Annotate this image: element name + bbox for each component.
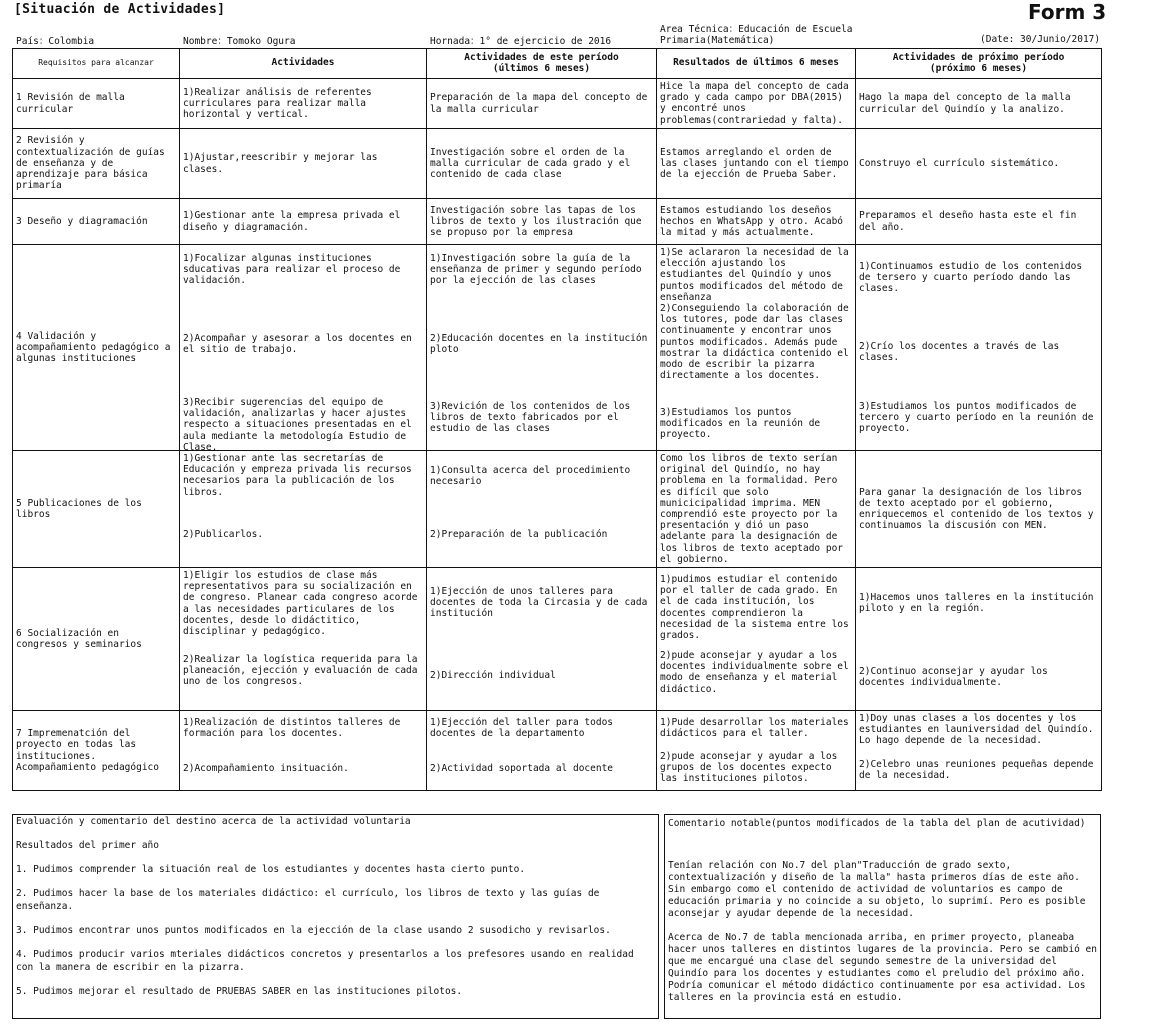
proximo-cell: Preparamos el deseño hasta este el fin del año. [856,199,1102,245]
form-number-label: Form 3 [1028,0,1107,24]
actividad-item: 2)Realizar la logística requerida para la planeación, ejección y evaluación de cada uno de los congresos. [183,654,418,688]
header-actividades: Actividades [180,49,427,79]
proximo-item: 2)Celebro unas reuniones pequeñas depende de la necesidad. [859,759,1094,782]
header-actividades-periodo: Actividades de este período (últimos 6 meses) [427,49,657,79]
proximo-item: 1)Continuamos estudio de los contenidos de tersero y cuarto período dando las clases. [859,261,1083,295]
proximo-cell: Construyo el currículo sistemático. [856,129,1102,199]
proximo-item: 1)Doy unas clases a los docentes y los estudiantes en launiversidad del Quindío. Lo hago depende de la necesidad. [859,713,1094,747]
comment-paragraph: Tenían relación con No.7 del plan"Traducción de grado sexto, contextualización y diseño de la malla" hasta primeros días de este año. Sin embargo como el contenido de actividad de voluntarios es campo de educación primaria y no coincide a su objeto, lo suprimí. Pero es posible aconsejar y ayudar depende de la necesidad. [668,860,1086,919]
date-field: (Date: 30/Junio/2017) [980,34,1101,45]
actividad-item: 1)Realización de distintos talleres de formación para los docentes. [183,717,401,740]
technical-area-line-2: Primaria(Matemática) [660,35,775,46]
document-title: [Situación de Actividades] [14,2,226,17]
table-row [13,711,1102,791]
technical-area-field [660,24,853,46]
table-header-row [13,49,1102,79]
notable-comment-box [664,814,1101,1019]
requisito-cell: 6 Socialización en congresos y seminarios [13,568,180,711]
table-row [13,245,1102,451]
actividades-cell: 1)Gestionar ante la empresa privada el diseño y diagramación. [180,199,427,245]
resultados-cell [657,245,856,451]
actividades-cell [180,245,427,451]
actividad-item: 1)Gestionar ante las secretarías de Educación y empreza privada lis recursos necesarios para la publicación de los libros. [183,453,412,498]
requisito-cell: 2 Revisión y contextualización de guías de enseñanza y de aprendizaje para básica primaría [13,129,180,199]
comment-heading: Comentario notable(puntos modificados de la tabla del plan de acutividad) [668,818,1086,829]
proximo-item: 2)Crío los docentes a través de las clases. [859,341,1060,364]
evaluation-item: 1. Pudimos comprender la situación real de los estudiantes y docentes hasta cierto punto. [16,864,526,875]
periodo-cell [427,451,657,568]
header-resultados: Resultados de últimos 6 meses [657,49,856,79]
evaluation-subheading: Resultados del primer año [16,840,159,851]
table-row [13,451,1102,568]
country-field: País：Colombia [16,36,95,47]
periodo-cell [427,711,657,791]
evaluation-item: 4. Pudimos producir varios mteriales didácticos concretos y presentarlos a los prefesores usando en realidad con la manera de escribir en la pizarra. [16,949,634,973]
technical-area-line-1: Area Técnica：Educación de Escuela [660,24,853,35]
periodo-cell: Investigación sobre el orden de la malla curricular de cada grado y el contenido de cada clase [427,129,657,199]
requisito-cell: 7 Impremenatción del proyecto en todas las instituciones. Acompañamiento pedagógico [13,711,180,791]
periodo-item: 1)Ejección de unos talleres para docentes de toda la Circasia y de cada institución [430,586,648,620]
evaluation-heading: Evaluación y comentario del destino acerca de la actividad voluntaria [16,816,411,827]
actividad-item: 2)Publicarlos. [183,529,264,540]
name-field: Nombre：Tomoko Ogura [183,36,296,47]
periodo-item: 2)Dirección individual [430,670,556,682]
requisito-cell: 1 Revisión de malla curricular [13,79,180,129]
periodo-item: 1)Investigación sobre la guía de la enseñanza de primer y segundo período por la ejección de las clases [430,253,642,287]
table-row [13,79,1102,129]
evaluation-item: 3. Pudimos encontrar unos puntos modificados en la ejección de la clase usando 2 susodicho y revisarlos. [16,925,611,936]
table-row [13,129,1102,199]
hornada-field: Hornada：1° de ejercicio de 2016 [430,36,612,47]
actividad-item: 1)Focalizar algunas instituciones sducativas para realizar el proceso de validación. [183,253,401,287]
proximo-item: 3)Estudiamos los puntos modificados de tercero y cuarto período en la reunión de proyecto. [859,401,1094,435]
actividades-cell [180,568,427,711]
header-requisitos: Requisitos para alcanzar [13,49,180,79]
header-actividades-proximo: Actividades de próximo período (próximo 6 meses) [856,49,1102,79]
periodo-item: 1)Ejección del taller para todos docentes de la departamento [430,717,614,740]
activities-table [12,48,1102,791]
resultados-cell [657,711,856,791]
proximo-cell [856,245,1102,451]
periodo-item: 1)Consulta acerca del procedimiento necesario [430,465,631,488]
table-row [13,568,1102,711]
actividades-cell [180,451,427,568]
proximo-cell [856,568,1102,711]
actividades-cell: 1)Realizar análisis de referentes curriculares para realizar malla horizontal y vertical. [180,79,427,129]
proximo-cell: Para ganar la designación de los libros de texto aceptado por el gobierno, enriquecemos el contenido de los textos y continuamos la discusión con MEN. [856,451,1102,568]
actividad-item: 2)Acompañar y asesorar a los docentes en el sitio de trabajo. [183,333,412,356]
actividad-item: 1)Eligir los estudios de clase más representativos para su socialización en de congreso. Planear cada congreso acorde a las necesidades particulares de los docentes, desde lo didáctitico, disciplinar y pedagógico. [183,570,418,638]
requisito-cell: 3 Deseño y diagramación [13,199,180,245]
proximo-cell: Hago la mapa del concepto de la malla curricular del Quindío y la analizo. [856,79,1102,129]
periodo-cell: Preparación de la mapa del concepto de la malla curricular [427,79,657,129]
requisito-cell: 4 Validación y acompañamiento pedagógico a algunas instituciones [13,245,180,451]
resultado-item: 1)Se aclararon la necesidad de la elección ajustando los estudiantes del Quindío y unos puntos modificados del método de enseñanza [660,247,849,303]
actividades-cell: 1)Ajustar,reescribir y mejorar las clases. [180,129,427,199]
resultado-item: 3)Estudiamos los puntos modificados en la reunión de proyecto. [660,407,821,441]
resultados-cell: Estamos arreglando el orden de las clases juntando con el tiempo de la ejección de Prueba Saber. [657,129,856,199]
proximo-cell [856,711,1102,791]
periodo-item: 3)Revición de los contenidos de los libros de texto fabricados por el estudio de las clases [430,401,631,435]
resultados-cell: Como los libros de texto serían original del Quindío, no hay problema en la formalidad. Pero es difícil que solo municicipalidad imprima. MEN comprendió este proyecto por la presentación y dió un paso adelante para la designación de los libros de texto aceptado por el gobierno. [657,451,856,568]
evaluation-item: 5. Pudimos mejorar el resultado de PRUEBAS SABER en las instituciones pilotos. [16,986,463,997]
proximo-item: 1)Hacemos unos talleres en la institución piloto y en la región. [859,592,1094,615]
resultados-cell: Estamos estudiando los deseños hechos en WhatsApp y otro. Acabó la mitad y más actualmente. [657,199,856,245]
periodo-item: 2)Preparación de la publicación [430,529,608,540]
periodo-item: 2)Educación docentes en la institución ploto [430,333,648,356]
resultado-item: 2)Conseguiendo la colaboración de los tutores, pode dar las clases continuamente y encontrar unos puntos modificados. Además pude mostrar la didáctica contenido el modo de escribir la pizarra directamente a los docentes. [660,303,849,382]
requisito-cell: 5 Publicaciones de los libros [13,451,180,568]
proximo-item: 2)Continuo aconsejar y ayudar los docentes individualmente. [859,666,1048,689]
comment-paragraph: Acerca de No.7 de tabla mencionada arriba, en primer proyecto, planeaba hacer unos talleres en distintos lugares de la provincia. Pero se cambió en que me encargué una clase del segundo semestre de la universidad del Quindío para los docentes y estudiantes como el preludio del próximo año. Podría comunicar el método didáctico continuamente por esa actividad. Los talleres en la provincia está en estudio. [668,932,1097,1003]
actividad-item: 2)Acompañamiento insituación. [183,763,349,775]
evaluation-item: 2. Pudimos hacer la base de los materiales didáctico: el currículo, los libros de texto y las guías de enseñanza. [16,888,606,912]
periodo-item: 2)Actividad soportada al docente [430,763,614,775]
resultados-cell [657,568,856,711]
periodo-cell: Investigación sobre las tapas de los libros de texto y los ilustración que se propuso por la empresa [427,199,657,245]
resultado-item: 1)pudimos estudiar el contenido por el taller de cada grado. En el de cada institución, los docentes comprendieron la necesidad de la sistema entre los grados. [660,574,849,642]
resultado-item: 2)pude aconsejar y ayudar a los docentes individualmente sobre el modo de enseñanza y el material didáctico. [660,650,849,695]
periodo-cell [427,568,657,711]
resultado-item: 1)Pude desarrollar los materiales didácticos para el taller. [660,717,849,740]
resultado-item: 2)pude aconsejar y ayudar a los grupos de los docentes expecto las instituciones pilotos. [660,751,838,785]
resultados-cell: Hice la mapa del concepto de cada grado y cada campo por DBA(2015) y encontré unos problemas(contrariedad y falta). [657,79,856,129]
actividades-cell [180,711,427,791]
table-row [13,199,1102,245]
actividad-item: 3)Recibir sugerencias del equipo de validación, analizarlas y hacer ajustes respecto a situaciones presentadas en el aula mediante la metodología Estudio de Clase. [183,397,412,453]
periodo-cell [427,245,657,451]
evaluation-box [12,814,659,1019]
